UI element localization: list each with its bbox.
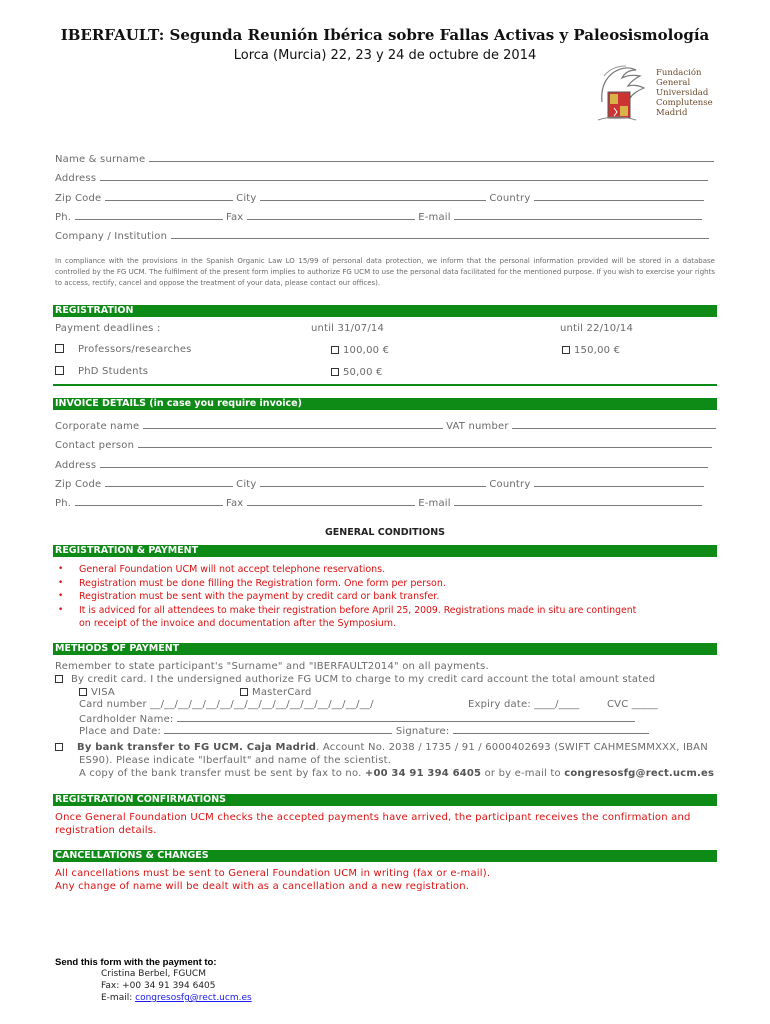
checkbox-icon[interactable] (331, 368, 339, 376)
address-label: Address (55, 460, 97, 471)
contact-field[interactable] (55, 438, 712, 451)
invoice-phone-row[interactable] (55, 496, 702, 509)
email-label: E-mail (418, 212, 451, 223)
remember-text: Remember to state participant's "Surname" and "IBERFAULT2014" on all payments. (55, 661, 489, 672)
price-label: 50,00 € (343, 367, 383, 378)
bullet-icon: • (58, 591, 64, 601)
cardholder-label: Cardholder Name: (79, 714, 174, 725)
checkbox-icon[interactable] (55, 743, 63, 751)
seal-icon (596, 62, 652, 124)
condition-item: General Foundation UCM will not accept telephone reservations. (79, 564, 386, 575)
checkbox-icon[interactable] (331, 346, 339, 354)
card-number-field[interactable]: Card number __/__/__/__/__/__/__/__/__/__/__/__/__/__/__/__/ (79, 699, 374, 710)
bank-account-text: . Account No. 2038 / 1735 / 91 / 6000402693 (SWIFT CAHMESMMXXX, IBAN (316, 742, 708, 753)
bank-transfer-label: By bank transfer to FG UCM. Caja Madrid (77, 742, 317, 753)
logo-line: Madrid (656, 108, 688, 118)
country-label: Country (489, 479, 531, 490)
divider (53, 384, 717, 386)
condition-item: Registration must be sent with the payment by credit card or bank transfer. (79, 591, 440, 602)
zip-label: Zip Code (55, 193, 102, 204)
credit-card-label: By credit card. I the undersigned authorize FG UCM to charge to my credit card account the total amount stated (71, 674, 656, 685)
checkbox-icon[interactable] (79, 688, 87, 696)
privacy-notice: In compliance with the provisions in the Spanish Organic Law LO 15/99 of personal data protection, we inform that the personal information provided will be stored in a database controlled by the FG UCM. The fulfilment of the present form implies to authorize FG UCM to use the personal data facilitated for the mentioned purpose. If you wish to exercise your rights to access, rectify, cancel and oppose the treatment of your data, please contact our offices). (55, 257, 715, 287)
zip-city-country-row[interactable] (55, 191, 704, 204)
professors-label: Professors/researches (78, 344, 192, 355)
confirmation-text: registration details. (55, 825, 157, 836)
deadlines-label: Payment deadlines : (55, 323, 161, 334)
condition-item: It is adviced for all attendees to make their registration before April 25, 2009. Registrations made in situ are contingent (79, 605, 637, 616)
condition-item: on receipt of the invoice and documentation after the Symposium. (79, 618, 397, 629)
cancellations-heading: CANCELLATIONS & CHANGES (53, 850, 717, 862)
logo-line: Complutense (656, 98, 713, 108)
deadline-col1: until 31/07/14 (311, 323, 385, 334)
deadline-col2: until 22/10/14 (560, 323, 634, 334)
logo-line: Fundación (656, 68, 702, 78)
phd-option[interactable] (55, 366, 148, 377)
professors-price1[interactable] (331, 345, 389, 356)
footer-email-link[interactable]: congresosfg@rect.ucm.es (135, 993, 252, 1003)
page-subtitle: Lorca (Murcia) 22, 23 y 24 de octubre de 2014 (233, 48, 537, 63)
bullet-icon: • (58, 605, 64, 615)
contact-email[interactable]: congresosfg@rect.ucm.es (564, 768, 715, 779)
professors-option[interactable] (55, 344, 192, 355)
logo-line: General (656, 78, 691, 88)
expiry-field[interactable]: Expiry date: ____/____ (468, 699, 580, 710)
credit-card-option[interactable] (55, 674, 655, 685)
checkbox-icon[interactable] (55, 675, 63, 683)
cancellation-text: All cancellations must be sent to General Foundation UCM in writing (fax or e-mail). (55, 868, 491, 879)
email-label: E-mail: (101, 993, 136, 1003)
checkbox-icon[interactable] (55, 344, 64, 353)
invoice-heading: INVOICE DETAILS (in case you require invoice) (53, 398, 717, 410)
bullet-icon: • (58, 564, 64, 574)
bank-copy-text: or by e-mail to (481, 768, 565, 779)
phone-fax-email-row[interactable] (55, 210, 702, 223)
condition-item: Registration must be done filling the Registration form. One form per person. (79, 578, 446, 589)
corporate-label: Corporate name (55, 421, 140, 432)
city-label: City (236, 479, 257, 490)
footer-fax: Fax: +00 34 91 394 6405 (101, 981, 216, 991)
place-signature-row[interactable] (79, 724, 649, 737)
signature-label: Signature: (395, 726, 450, 737)
professors-price2[interactable] (562, 345, 620, 356)
confirmation-text: Once General Foundation UCM checks the accepted payments have arrived, the participant receives the confirmation and (55, 812, 691, 823)
visa-label: VISA (91, 687, 115, 698)
name-field[interactable] (55, 152, 714, 165)
mastercard-option[interactable] (240, 687, 312, 698)
phone-label: Ph. (55, 212, 72, 223)
checkbox-icon[interactable] (240, 688, 248, 696)
bank-transfer-option[interactable] (55, 742, 708, 753)
fax-label: Fax (225, 212, 244, 223)
footer-email-row (101, 993, 252, 1003)
place-label: Place and Date: (79, 726, 162, 737)
phd-label: PhD Students (78, 366, 149, 377)
logo-line: Universidad (656, 88, 709, 98)
cvc-field[interactable]: CVC _____ (607, 699, 658, 710)
mastercard-label: MasterCard (252, 687, 312, 698)
general-conditions-title: GENERAL CONDITIONS (324, 527, 446, 538)
fax-label: Fax (225, 498, 244, 509)
checkbox-icon[interactable] (55, 366, 64, 375)
company-field[interactable] (55, 229, 709, 242)
zip-label: Zip Code (55, 479, 102, 490)
vat-label: VAT number (446, 421, 509, 432)
confirmations-heading: REGISTRATION CONFIRMATIONS (53, 794, 717, 806)
price-label: 150,00 € (574, 345, 621, 356)
address-label: Address (55, 173, 97, 184)
send-form-title: Send this form with the payment to: (55, 957, 217, 968)
footer-name: Cristina Berbel, FGUCM (101, 969, 206, 979)
bank-copy-note (79, 768, 714, 779)
country-label: Country (489, 193, 531, 204)
bank-copy-text: A copy of the bank transfer must be sent by fax to no. (79, 768, 365, 779)
bank-note: ES90). Please indicate "Iberfault" and name of the scientist. (79, 755, 392, 766)
visa-option[interactable] (79, 687, 115, 698)
address-field[interactable] (55, 171, 708, 184)
city-label: City (236, 193, 257, 204)
price-label: 100,00 € (343, 345, 390, 356)
email-label: E-mail (418, 498, 451, 509)
contact-label: Contact person (55, 440, 135, 451)
fgucm-logo (596, 62, 716, 124)
checkbox-icon[interactable] (562, 346, 570, 354)
phone-label: Ph. (55, 498, 72, 509)
name-label: Name & surname (55, 154, 146, 165)
invoice-address-field[interactable] (55, 458, 708, 471)
registration-heading: REGISTRATION (53, 305, 717, 317)
invoice-zip-row[interactable] (55, 477, 704, 490)
phd-price1[interactable] (331, 367, 383, 378)
fax-number: +00 34 91 394 6405 (364, 768, 482, 779)
methods-heading: METHODS OF PAYMENT (53, 643, 717, 655)
page-title: IBERFAULT: Segunda Reunión Ibérica sobre Fallas Activas y Paleosismología (60, 26, 710, 44)
company-label: Company / Institution (55, 231, 168, 242)
cancellation-text: Any change of name will be dealt with as a cancellation and a new registration. (55, 881, 470, 892)
bullet-icon: • (58, 578, 64, 588)
reg-payment-heading: REGISTRATION & PAYMENT (53, 545, 717, 557)
corporate-vat-row[interactable] (55, 419, 716, 432)
